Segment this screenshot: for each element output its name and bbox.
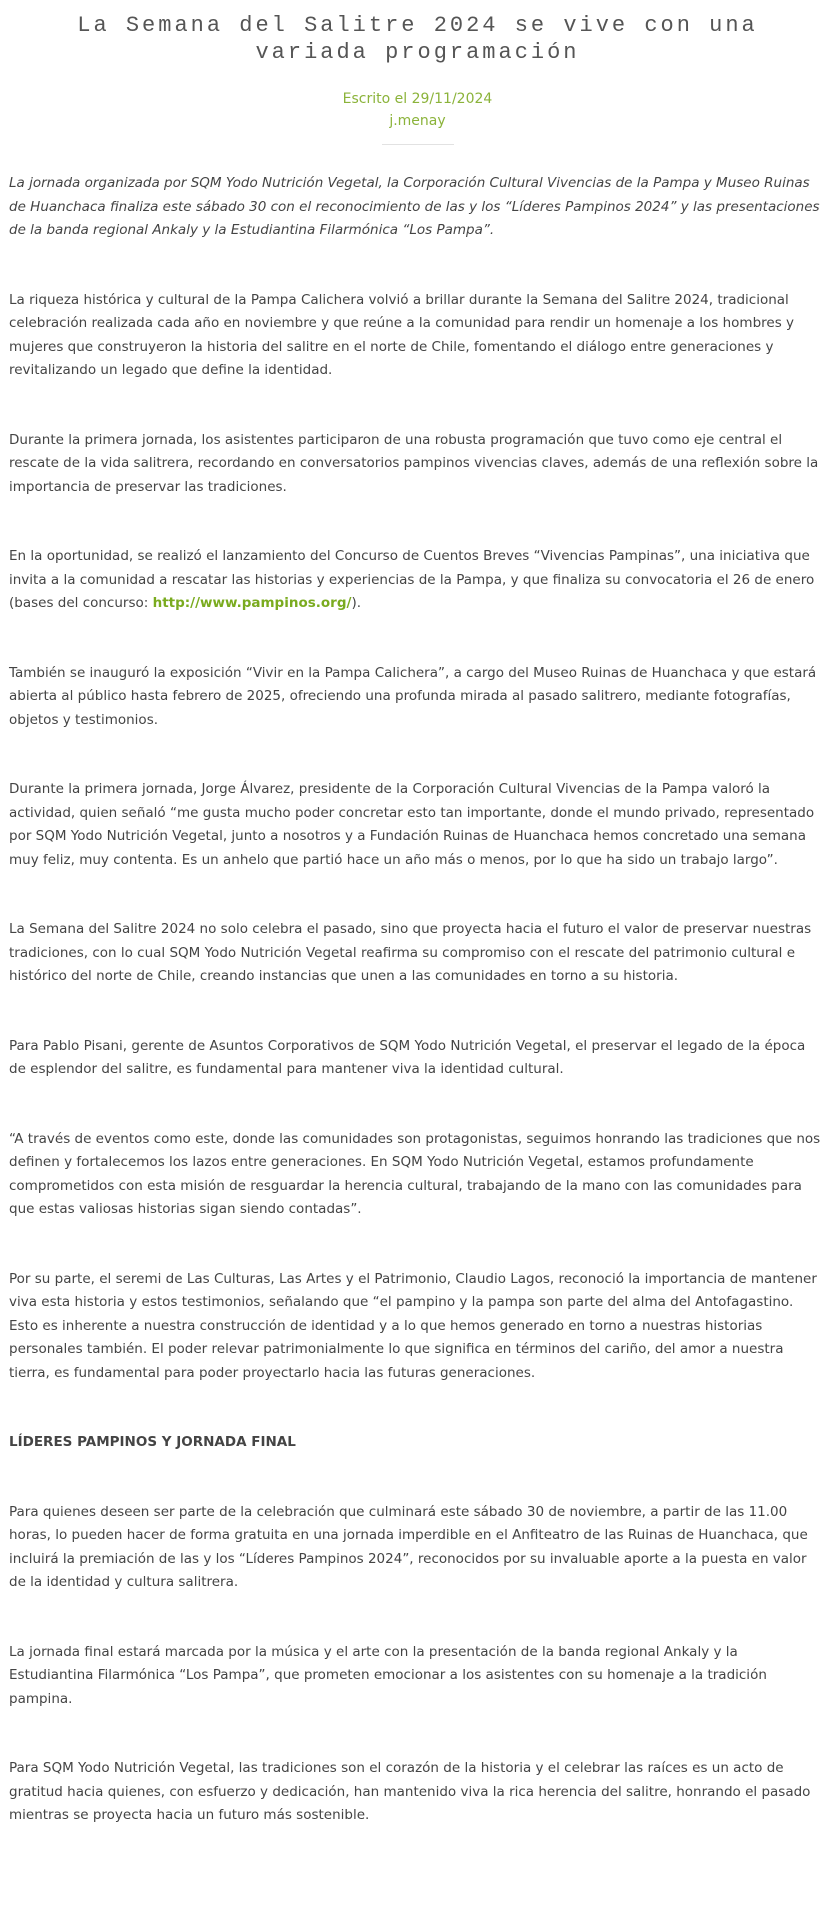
article-meta — [0, 88, 835, 132]
paragraph-6: La Semana del Salitre 2024 no solo celebra el pasado, sino que proyecta hacia el futuro el valor de preservar nuestras tradiciones, con lo cual SQM Yodo Nutrición Vegetal reafirma su compromiso con el rescate del patrimonio cultural e histórico del norte de Chile, creando instancias que unen a las comunidades en torno a su historia. — [9, 921, 812, 984]
paragraph-10: Para quienes deseen ser parte de la celebración que culminará este sábado 30 de noviembre, a partir de las 11.00 horas, lo pueden hacer de forma gratuita en una jornada imperdible en el Anfiteatro de las Ruinas de Huanchaca, que incluirá la premiación de las y los “Líderes Pampinos 2024”, reconocidos por su invaluable aporte a la puesta en valor de la identidad y cultura salitrera. — [9, 1503, 808, 1590]
contest-rules-link[interactable]: http://www.pampinos.org/ — [152, 595, 352, 611]
paragraph-12: Para SQM Yodo Nutrición Vegetal, las tradiciones son el corazón de la historia y el celebrar las raíces es un acto de gratitud hacia quienes, con esfuerzo y dedicación, han mantenido viva la rica herencia del salitre, honrando el pasado mientras se proyecta hacia un futuro más sostenible. — [9, 1760, 811, 1823]
paragraph-2: Durante la primera jornada, los asistentes participaron de una robusta programación que tuvo como eje central el rescate de la vida salitrera, recordando en conversatorios pampinos vivencias claves, además de una reflexión sobre la importancia de preservar las tradiciones. — [9, 431, 819, 495]
paragraph-3 — [9, 545, 826, 616]
paragraph-11: La jornada final estará marcada por la música y el arte con la presentación de la banda regional Ankaly y la Estudiantina Filarmónica “Los Pampa”, que prometen emocionar a los asistentes con su homenaje a la tradición pampina. — [9, 1643, 767, 1707]
paragraph-3-text-before: En la oportunidad, se realizó el lanzamiento del Concurso de Cuentos Breves “Vivencias Pampinas”, una iniciativa que invita a la comunidad a rescatar las historias y experiencias de la Pampa, y que finaliza su convocatoria el 26 de enero (bases del concurso: — [9, 548, 815, 611]
paragraph-9: Por su parte, el seremi de Las Culturas, Las Artes y el Patrimonio, Claudio Lagos, reconoció la importancia de mantener viva esta historia y estos testimonios, señalando que “el pampino y la pampa son parte del alma del Antofagastino. Esto es inherente a nuestra construcción de identidad y a lo que hemos generado en torno a nuestras historias personales también. El poder relevar patrimonialmente lo que significa en términos del cariño, del amor a nuestra tierra, es fundamental para poder proyectarlo hacia las futuras generaciones. — [9, 1270, 817, 1381]
paragraph-8: “A través de eventos como este, donde las comunidades son protagonistas, seguimos honrando las tradiciones que nos definen y fortalecemos los lazos entre generaciones. En SQM Yodo Nutrición Vegetal, estamos profundamente comprometidos con esta misión de resguardar la herencia cultural, trabajando de la mano con las comunidades para que estas valiosas historias sigan siendo contadas”. — [9, 1130, 821, 1217]
paragraph-4: También se inauguró la exposición “Vivir en la Pampa Calichera”, a cargo del Museo Ruinas de Huanchaca y que estará abierta al público hasta febrero de 2025, ofreciendo una profunda mirada al pasado salitrero, mediante fotografías, objetos y testimonios. — [9, 664, 817, 728]
section-subheading: LÍDERES PAMPINOS Y JORNADA FINAL — [9, 1434, 296, 1450]
article-title: La Semana del Salitre 2024 se vive con una variada programación — [77, 13, 758, 65]
lead-paragraph: La jornada organizada por SQM Yodo Nutrición Vegetal, la Corporación Cultural Vivencias de la Pampa y Museo Ruinas de Huanchaca finaliza este sábado 30 con el reconocimiento de las y los “Líderes Pampinos 2024” y las presentaciones de la banda regional Ankaly y la Estudiantina Filarmónica “Los Pampa”. — [9, 175, 820, 238]
article-author[interactable]: j.menay — [389, 113, 446, 129]
article-date: Escrito el 29/11/2024 — [342, 91, 493, 107]
paragraph-3-text-after: ). — [351, 595, 361, 611]
paragraph-7: Para Pablo Pisani, gerente de Asuntos Corporativos de SQM Yodo Nutrición Vegetal, el preservar el legado de la época de esplendor del salitre, es fundamental para mantener viva la identidad cultural. — [9, 1037, 806, 1077]
title-divider — [382, 144, 454, 145]
paragraph-5: Durante la primera jornada, Jorge Álvarez, presidente de la Corporación Cultural Vivencias de la Pampa valoró la actividad, quien señaló “me gusta mucho poder concretar esto tan importante, donde el mundo privado, representado por SQM Yodo Nutrición Vegetal, junto a nosotros y a Fundación Ruinas de Huanchaca hemos concretado una semana muy feliz, muy contenta. Es un anhelo que partió hace un año más o menos, por lo que ha sido un trabajo largo”. — [9, 781, 815, 868]
article-body — [0, 172, 835, 1828]
paragraph-1: La riqueza histórica y cultural de la Pampa Calichera volvió a brillar durante la Semana del Salitre 2024, tradicional celebración realizada cada año en noviembre y que reúne a la comunidad para rendir un homenaje a los hombres y mujeres que construyeron la historia del salitre en el norte de Chile, fomentando el diálogo entre generaciones y revitalizando un legado que define la identidad. — [9, 291, 795, 378]
